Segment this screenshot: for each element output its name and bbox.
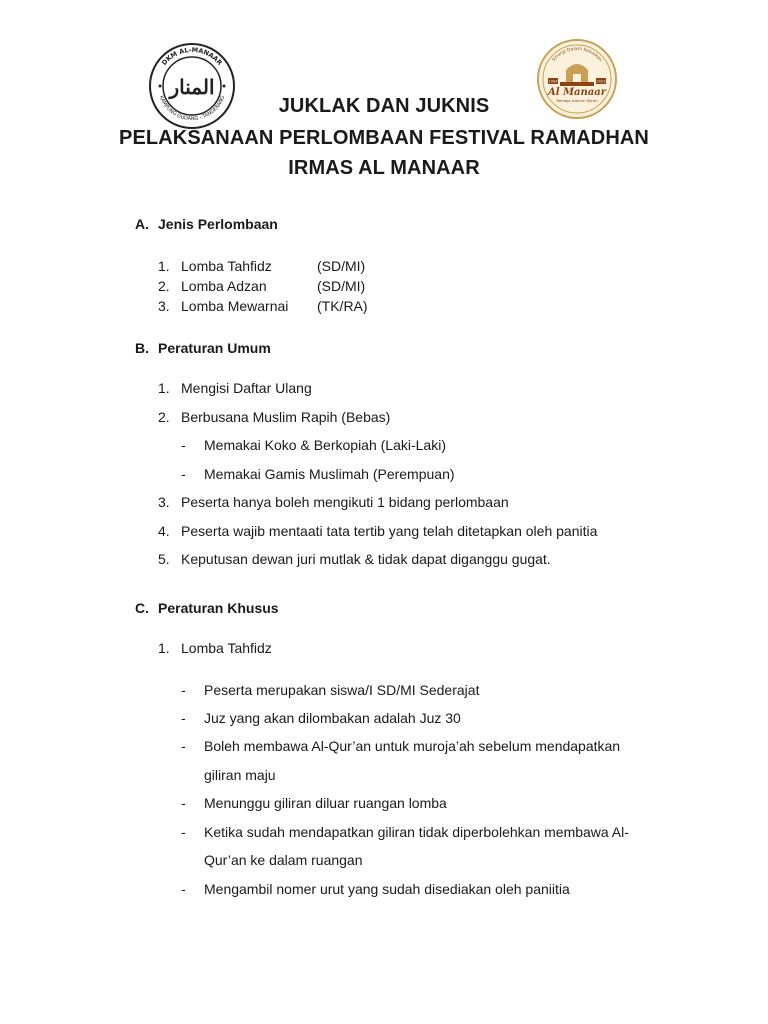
rule-item-continuation: giliran maju bbox=[204, 767, 276, 783]
level-label: (TK/RA) bbox=[317, 298, 368, 314]
section-b-heading bbox=[135, 340, 271, 356]
section-b-letter: B. bbox=[135, 340, 149, 356]
rule-item: Ketika sudah mendapatkan giliran tidak diperbolehkan membawa Al- bbox=[204, 824, 629, 840]
list-number: 5. bbox=[158, 551, 170, 567]
document-title-line-1: JUKLAK DAN JUKNIS bbox=[278, 95, 490, 117]
sub-list-item: Memakai Koko & Berkopiah (Laki-Laki) bbox=[204, 437, 446, 453]
rule-item: Juz yang akan dilombakan adalah Juz 30 bbox=[204, 710, 461, 726]
bullet-dash: - bbox=[181, 710, 186, 726]
list-number: 2. bbox=[158, 278, 170, 294]
bullet-dash: - bbox=[181, 466, 186, 482]
logo-left-top-text: DKM AL-MANAAR bbox=[160, 45, 224, 67]
logo-right-top-text: Sinergi Dalam Kebaikan bbox=[551, 46, 603, 63]
section-c-heading bbox=[135, 600, 279, 616]
document-title-line-3: IRMAS AL MANAAR bbox=[288, 157, 480, 179]
section-c-letter: C. bbox=[135, 600, 149, 616]
rule-item: Mengambil nomer urut yang sudah disediakan oleh paniitia bbox=[204, 881, 570, 897]
bullet-dash: - bbox=[181, 824, 186, 840]
list-number: 1. bbox=[158, 258, 170, 274]
logo-right-name: Al Manaar bbox=[547, 87, 607, 98]
list-number: 2. bbox=[158, 409, 170, 425]
logo-left-arabic: المنار bbox=[169, 75, 215, 99]
list-item: Lomba Tahfidz bbox=[181, 640, 272, 656]
list-item: Lomba Tahfidz bbox=[181, 258, 272, 274]
list-item: Lomba Adzan bbox=[181, 278, 267, 294]
sub-list-item: Memakai Gamis Muslimah (Perempuan) bbox=[204, 466, 455, 482]
rule-item: Menunggu giliran diluar ruangan lomba bbox=[204, 795, 447, 811]
list-item: Peserta hanya boleh mengikuti 1 bidang perlombaan bbox=[181, 494, 509, 510]
list-number: 1. bbox=[158, 380, 170, 396]
bullet-dash: - bbox=[181, 437, 186, 453]
rule-item: Boleh membawa Al-Qur’an untuk muroja’ah sebelum mendapatkan bbox=[204, 738, 621, 754]
section-c-title: Peraturan Khusus bbox=[158, 600, 279, 616]
level-label: (SD/MI) bbox=[317, 258, 366, 274]
list-number: 4. bbox=[158, 523, 170, 539]
bullet-dash: - bbox=[181, 738, 186, 754]
section-a-heading bbox=[135, 216, 278, 232]
list-number: 3. bbox=[158, 494, 170, 510]
rule-item-continuation: Qur’an ke dalam ruangan bbox=[204, 852, 363, 868]
logo-right-year-left: 1994 bbox=[548, 79, 558, 84]
list-item: Peserta wajib mentaati tata tertib yang telah ditetapkan oleh panitia bbox=[181, 523, 598, 539]
bullet-dash: - bbox=[181, 881, 186, 897]
bullet-dash: - bbox=[181, 795, 186, 811]
document-title-line-2: PELAKSANAAN PERLOMBAAN FESTIVAL RAMADHAN bbox=[119, 127, 649, 149]
section-b-title: Peraturan Umum bbox=[158, 340, 271, 356]
list-number: 1. bbox=[158, 640, 170, 656]
section-a-letter: A. bbox=[135, 216, 149, 232]
list-number: 3. bbox=[158, 298, 170, 314]
logo-right-subtitle: Remaja Islamic Hijrah bbox=[556, 98, 598, 103]
logo-right-year-right: 2023 bbox=[596, 79, 606, 84]
level-label: (SD/MI) bbox=[317, 278, 366, 294]
section-a-title: Jenis Perlombaan bbox=[158, 216, 278, 232]
list-item: Lomba Mewarnai bbox=[181, 298, 289, 314]
bullet-dash: - bbox=[181, 682, 186, 698]
list-item: Berbusana Muslim Rapih (Bebas) bbox=[181, 409, 391, 425]
rule-item: Peserta merupakan siswa/I SD/MI Sederajat bbox=[204, 682, 480, 698]
logo-left-bottom-text: KAMPUNG GUDANG - TANGERANG bbox=[157, 95, 227, 123]
list-item: Keputusan dewan juri mutlak & tidak dapat diganggu gugat. bbox=[181, 551, 551, 567]
list-item: Mengisi Daftar Ulang bbox=[181, 380, 312, 396]
